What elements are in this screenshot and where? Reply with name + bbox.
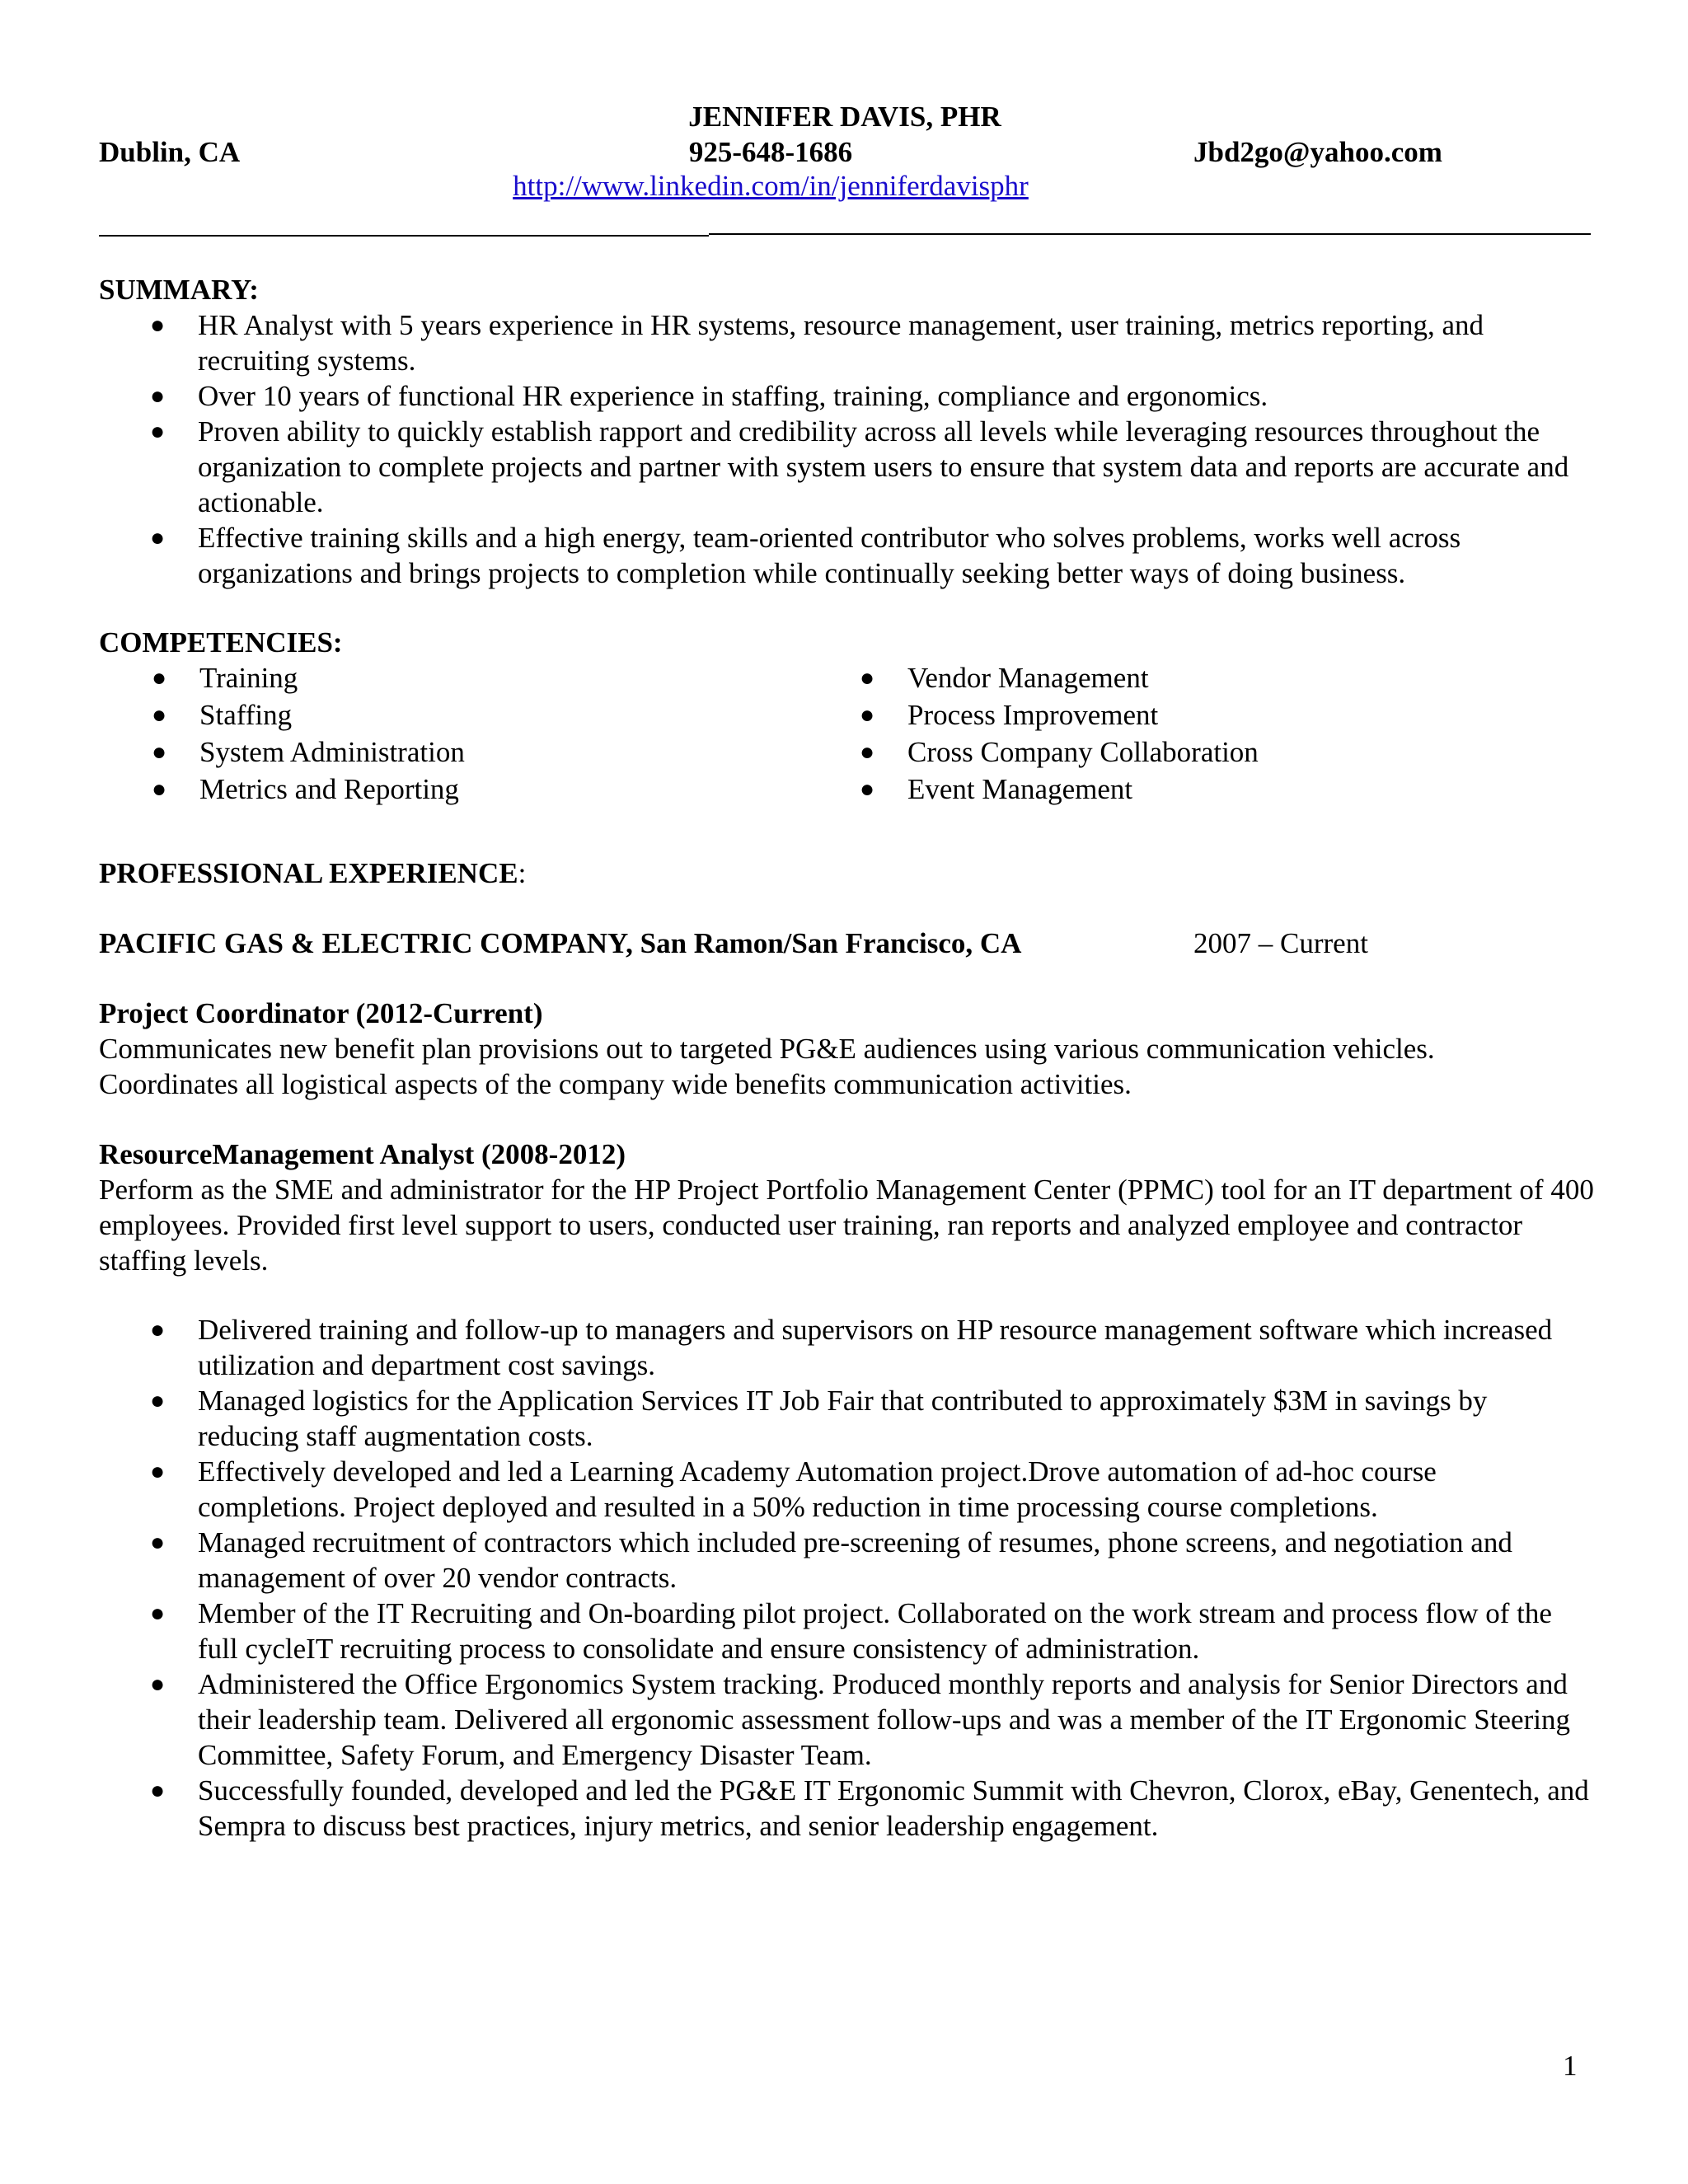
experience-heading: PROFESSIONAL EXPERIENCE: [99, 857, 527, 889]
achievement-item: ● Member of the IT Recruiting and On-boarding pilot project. Collaborated on the work stream and process flow of the full cycleIT recruiting process to consolidate and ensure consistency of administration. [150, 1597, 1552, 1665]
contact-row [99, 134, 1591, 170]
job-description-project-coordinator: Communicates new benefit plan provisions out to targeted PG&E audiences using various communication vehicles. Coordinates all logistical aspects of the company wide benefits communication activities. [99, 1033, 1435, 1100]
job-description-resource-analyst: Perform as the SME and administrator for the HP Project Portfolio Management Center (PPMC) tool for an IT department of 400 employees. Provided first level support to users, conducted user training, ran reports and analyzed employee and contractor staffing levels. [99, 1174, 1594, 1277]
bullet-icon: ● [860, 664, 875, 691]
bullet-icon: ● [150, 1458, 166, 1485]
competencies-right-list [807, 659, 1259, 808]
contact-email: Jbd2go@yahoo.com [1193, 136, 1442, 168]
competency-item: ● System Administration [99, 733, 465, 771]
bullet-icon: ● [152, 738, 167, 766]
header-divider-right [709, 233, 1591, 235]
job-title-project-coordinator: Project Coordinator (2012-Current) [99, 997, 543, 1029]
competencies-heading: COMPETENCIES: [99, 626, 343, 658]
resource-analyst-achievements [99, 1312, 1591, 1844]
contact-phone: 925-648-1686 [688, 136, 853, 168]
summary-item: ● Proven ability to quickly establish rapport and credibility across all levels while leveraging resources throughout the organization to complete projects and partner with system users to ensure that system data and reports are accurate and actionable. [150, 415, 1569, 518]
linkedin-link[interactable]: http://www.linkedin.com/in/jenniferdavisphr [513, 170, 1029, 202]
bullet-icon: ● [860, 776, 875, 803]
summary-item: ● Over 10 years of functional HR experience in staffing, training, compliance and ergonomics. [150, 380, 1268, 412]
achievement-item: ● Administered the Office Ergonomics System tracking. Produced monthly reports and analysis for Senior Directors and their leadership team. Delivered all ergonomic assessment follow-ups and was a member of the IT Ergonomic Steering Committee, Safety Forum, and Emergency Disaster Team. [150, 1668, 1570, 1771]
competency-item: ● Metrics and Reporting [99, 771, 465, 808]
summary-item: ● Effective training skills and a high energy, team-oriented contributor who solves problems, works well across organizations and brings projects to completion while continually seeking better ways of doing business. [150, 522, 1461, 589]
bullet-icon: ● [150, 1387, 166, 1414]
contact-city: Dublin, CA [99, 136, 241, 168]
bullet-icon: ● [150, 1777, 166, 1804]
bullet-icon: ● [150, 524, 166, 551]
job-title-resource-analyst: ResourceManagement Analyst (2008-2012) [99, 1138, 626, 1170]
competency-item: ● Cross Company Collaboration [807, 733, 1259, 771]
competency-item: ● Event Management [807, 771, 1259, 808]
bullet-icon: ● [150, 312, 166, 339]
summary-item: ● HR Analyst with 5 years experience in HR systems, resource management, user training, metrics reporting, and recruiting systems. [150, 309, 1484, 377]
bullet-icon: ● [860, 738, 875, 766]
achievement-item: ● Managed logistics for the Application Services IT Job Fair that contributed to approximately $3M in savings by reducing staff augmentation costs. [150, 1385, 1488, 1452]
achievement-item: ● Delivered training and follow-up to managers and supervisors on HP resource management software which increased utilization and department cost savings. [150, 1314, 1553, 1381]
bullet-icon: ● [150, 1671, 166, 1698]
competency-item: ● Process Improvement [807, 696, 1259, 733]
bullet-icon: ● [150, 418, 166, 445]
competency-item: ● Staffing [99, 696, 465, 733]
bullet-icon: ● [150, 1316, 166, 1343]
competencies-left-list [99, 659, 465, 808]
achievement-item: ● Successfully founded, developed and led the PG&E IT Ergonomic Summit with Chevron, Clorox, eBay, Genentech, and Sempra to discuss best practices, injury metrics, and senior leadership engagement. [150, 1774, 1589, 1842]
company-name: PACIFIC GAS & ELECTRIC COMPANY, San Ramon/San Francisco, CA [99, 927, 1022, 959]
competency-item: ● Vendor Management [807, 659, 1259, 696]
achievement-item: ● Effectively developed and led a Learning Academy Automation project.Drove automation of ad-hoc course completions. Project deployed and resulted in a 50% reduction in time processing course completions. [150, 1455, 1437, 1523]
header-divider-left [99, 235, 709, 237]
bullet-icon: ● [152, 664, 167, 691]
summary-list [99, 307, 1591, 591]
company-dates: 2007 – Current [1193, 927, 1368, 959]
competency-item: ● Training [99, 659, 465, 696]
bullet-icon: ● [150, 382, 166, 410]
resume-name: JENNIFER DAVIS, PHR [688, 101, 1001, 133]
bullet-icon: ● [860, 701, 875, 729]
bullet-icon: ● [152, 776, 167, 803]
bullet-icon: ● [150, 1600, 166, 1627]
summary-heading: SUMMARY: [99, 274, 259, 306]
bullet-icon: ● [152, 701, 167, 729]
page-number: 1 [1563, 2050, 1578, 2082]
achievement-item: ● Managed recruitment of contractors which included pre-screening of resumes, phone screens, and negotiation and management of over 20 vendor contracts. [150, 1526, 1512, 1594]
bullet-icon: ● [150, 1529, 166, 1556]
